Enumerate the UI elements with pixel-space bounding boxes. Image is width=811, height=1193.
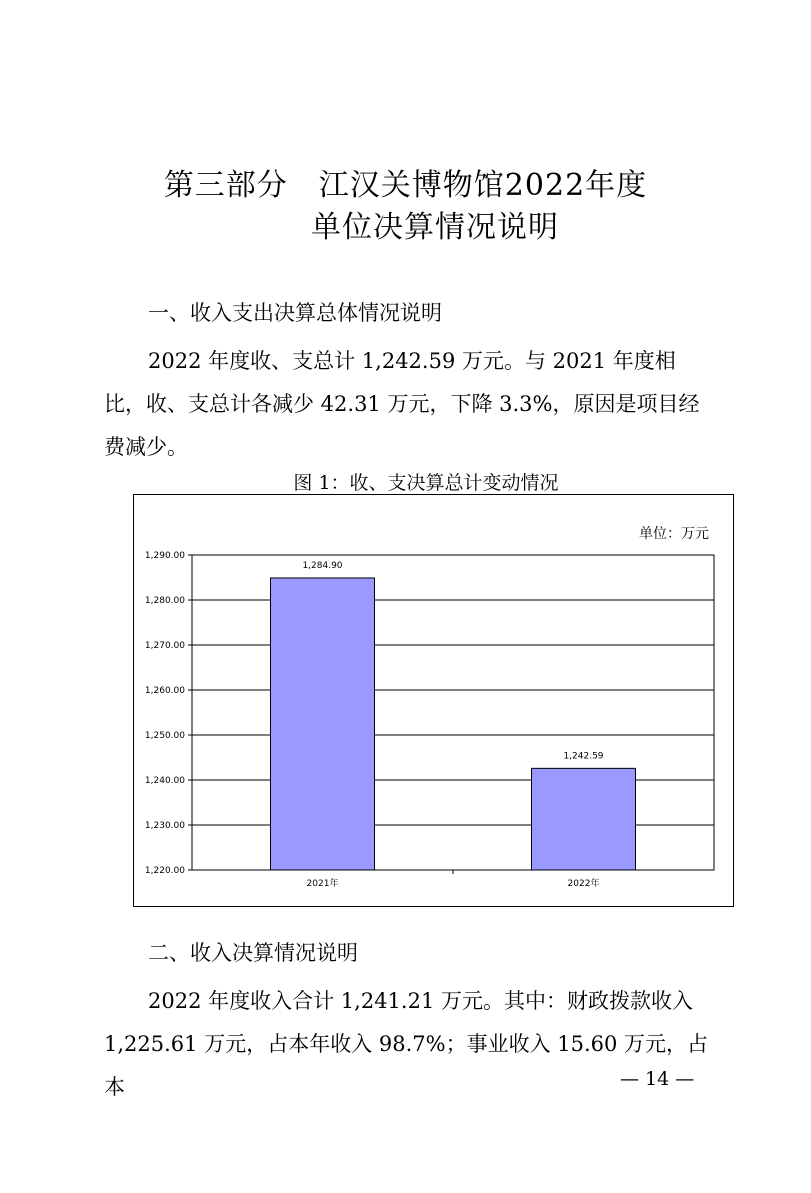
y-tick-label: 1,220.00 xyxy=(144,866,185,876)
y-tick-label: 1,230.00 xyxy=(144,821,185,831)
section1-paragraph-text: 2022 年度收、支总计 1,242.59 万元。与 2021 年度相比，收、支总计各减少 42.31 万元，下降 3.3%，原因是项目经费减少。 xyxy=(104,349,700,459)
y-tick-label: 1,250.00 xyxy=(144,731,185,741)
bar-1 xyxy=(271,578,375,870)
y-tick-label: 1,290.00 xyxy=(144,551,185,561)
chart-unit-label: 单位：万元 xyxy=(639,526,709,542)
y-tick-label: 1,270.00 xyxy=(144,641,185,651)
bar-value-label: 1,242.59 xyxy=(563,751,604,762)
bar-value-label: 1,284.90 xyxy=(302,560,343,571)
figure1-caption: 图 1：收、支决算总计变动情况 xyxy=(293,472,559,494)
page-title-line1: 第三部分 江汉关博物馆2022年度 xyxy=(163,168,648,203)
x-tick-label: 2022年 xyxy=(567,879,600,889)
y-tick-label: 1,280.00 xyxy=(144,596,185,606)
section1-heading: 一、收入支出决算总体情况说明 xyxy=(148,301,442,325)
section1-paragraph xyxy=(104,340,714,469)
page-number: — 14 — xyxy=(620,1068,695,1090)
page-title-line2: 单位决算情况说明 xyxy=(311,210,559,245)
x-tick-label: 2021年 xyxy=(306,879,339,889)
y-tick-label: 1,240.00 xyxy=(144,776,185,786)
section2-heading: 二、收入决算情况说明 xyxy=(148,941,358,965)
section2-paragraph-text: 2022 年度收入合计 1,241.21 万元。其中：财政拨款收入 1,225.61 万元，占本年收入 98.7%；事业收入 15.60 万元，占本 xyxy=(104,989,709,1099)
bar-chart-svg xyxy=(134,495,735,908)
y-tick-label: 1,260.00 xyxy=(144,686,185,696)
bar-chart xyxy=(133,494,734,907)
bar-2 xyxy=(532,768,636,870)
